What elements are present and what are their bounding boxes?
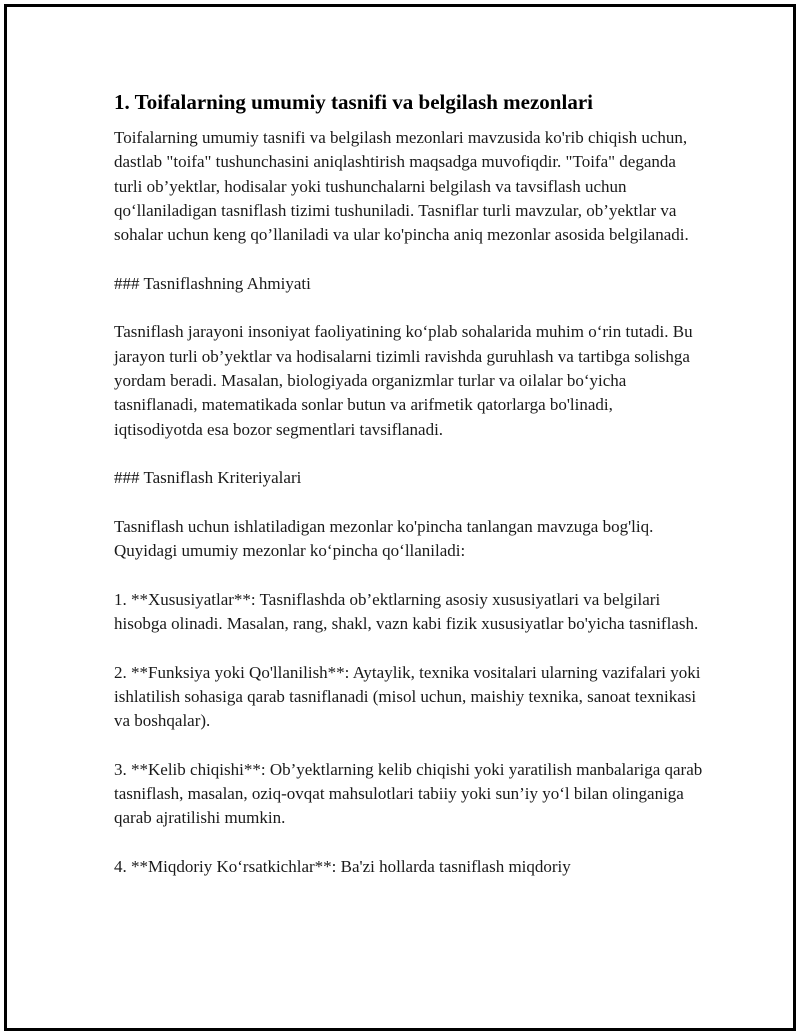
list-item-quantitative: 4. **Miqdoriy Ko‘rsatkichlar**: Ba'zi hollarda tasniflash miqdoriy [114,856,571,876]
paragraph-importance: Tasniflash jarayoni insoniyat faoliyatining ko‘plab sohalarida muhim o‘rin tutadi. Bu jarayon turli ob’yektlar va hodisalarni tizimli ravishda guruhlash va tartibga solishga yordam beradi. Masalan, biologiyada organizmlar turlar va oilalar bo‘yicha tasniflanadi, matematikada sonlar butun va arifmetik qatorlarga bo'linadi, iqtisodiyotda esa bozor segmentlari tavsiflanadi. [114,322,693,439]
document-title: 1. Toifalarning umumiy tasnifi va belgilash mezonlari [114,90,593,114]
section-heading-criteria: ### Tasniflash Kriteriyalari [114,468,302,488]
paragraph-criteria: Tasniflash uchun ishlatiladigan mezonlar ko'pincha tanlangan mavzuga bog'liq. Quyidagi umumiy mezonlar ko‘pincha qo‘llaniladi: [114,516,654,561]
document-body [114,88,704,904]
paragraph-intro: Toifalarning umumiy tasnifi va belgilash mezonlari mavzusida ko'rib chiqish uchun, dastlab "toifa" tushunchasini aniqlashtirish maqsadga muvofiqdir. "Toifa" deganda turli ob’yektlar, hodisalar yoki tushunchalarni belgilash va tavsiflash uchun qo‘llaniladigan tasniflash tizimi tushuniladi. Tasniflar turli mavzular, ob’yektlar va sohalar uchun keng qo’llaniladi va ular ko'pincha aniq mezonlar asosida belgilanadi. [114,128,689,245]
list-item-origin: 3. **Kelib chiqishi**: Ob’yektlarning kelib chiqishi yoki yaratilish manbalariga qarab tasniflash, masalan, oziq-ovqat mahsulotlari tabiiy yoki sun’iy yo‘l bilan olinganiga qarab ajratilishi mumkin. [114,759,703,828]
list-item-properties: 1. **Xususiyatlar**: Tasniflashda ob’ektlarning asosiy xususiyatlari va belgilari hisobga olinadi. Masalan, rang, shakl, vazn kabi fizik xususiyatlar bo'yicha tasniflash. [114,589,699,633]
section-heading-importance: ### Tasniflashning Ahmiyati [114,273,311,293]
list-item-function: 2. **Funksiya yoki Qo'llanilish**: Aytaylik, texnika vositalari ularning vazifalari yoki ishlatilish sohasiga qarab tasniflanadi (misol uchun, maishiy texnika, sanoat texnikasi va boshqalar). [114,662,701,731]
